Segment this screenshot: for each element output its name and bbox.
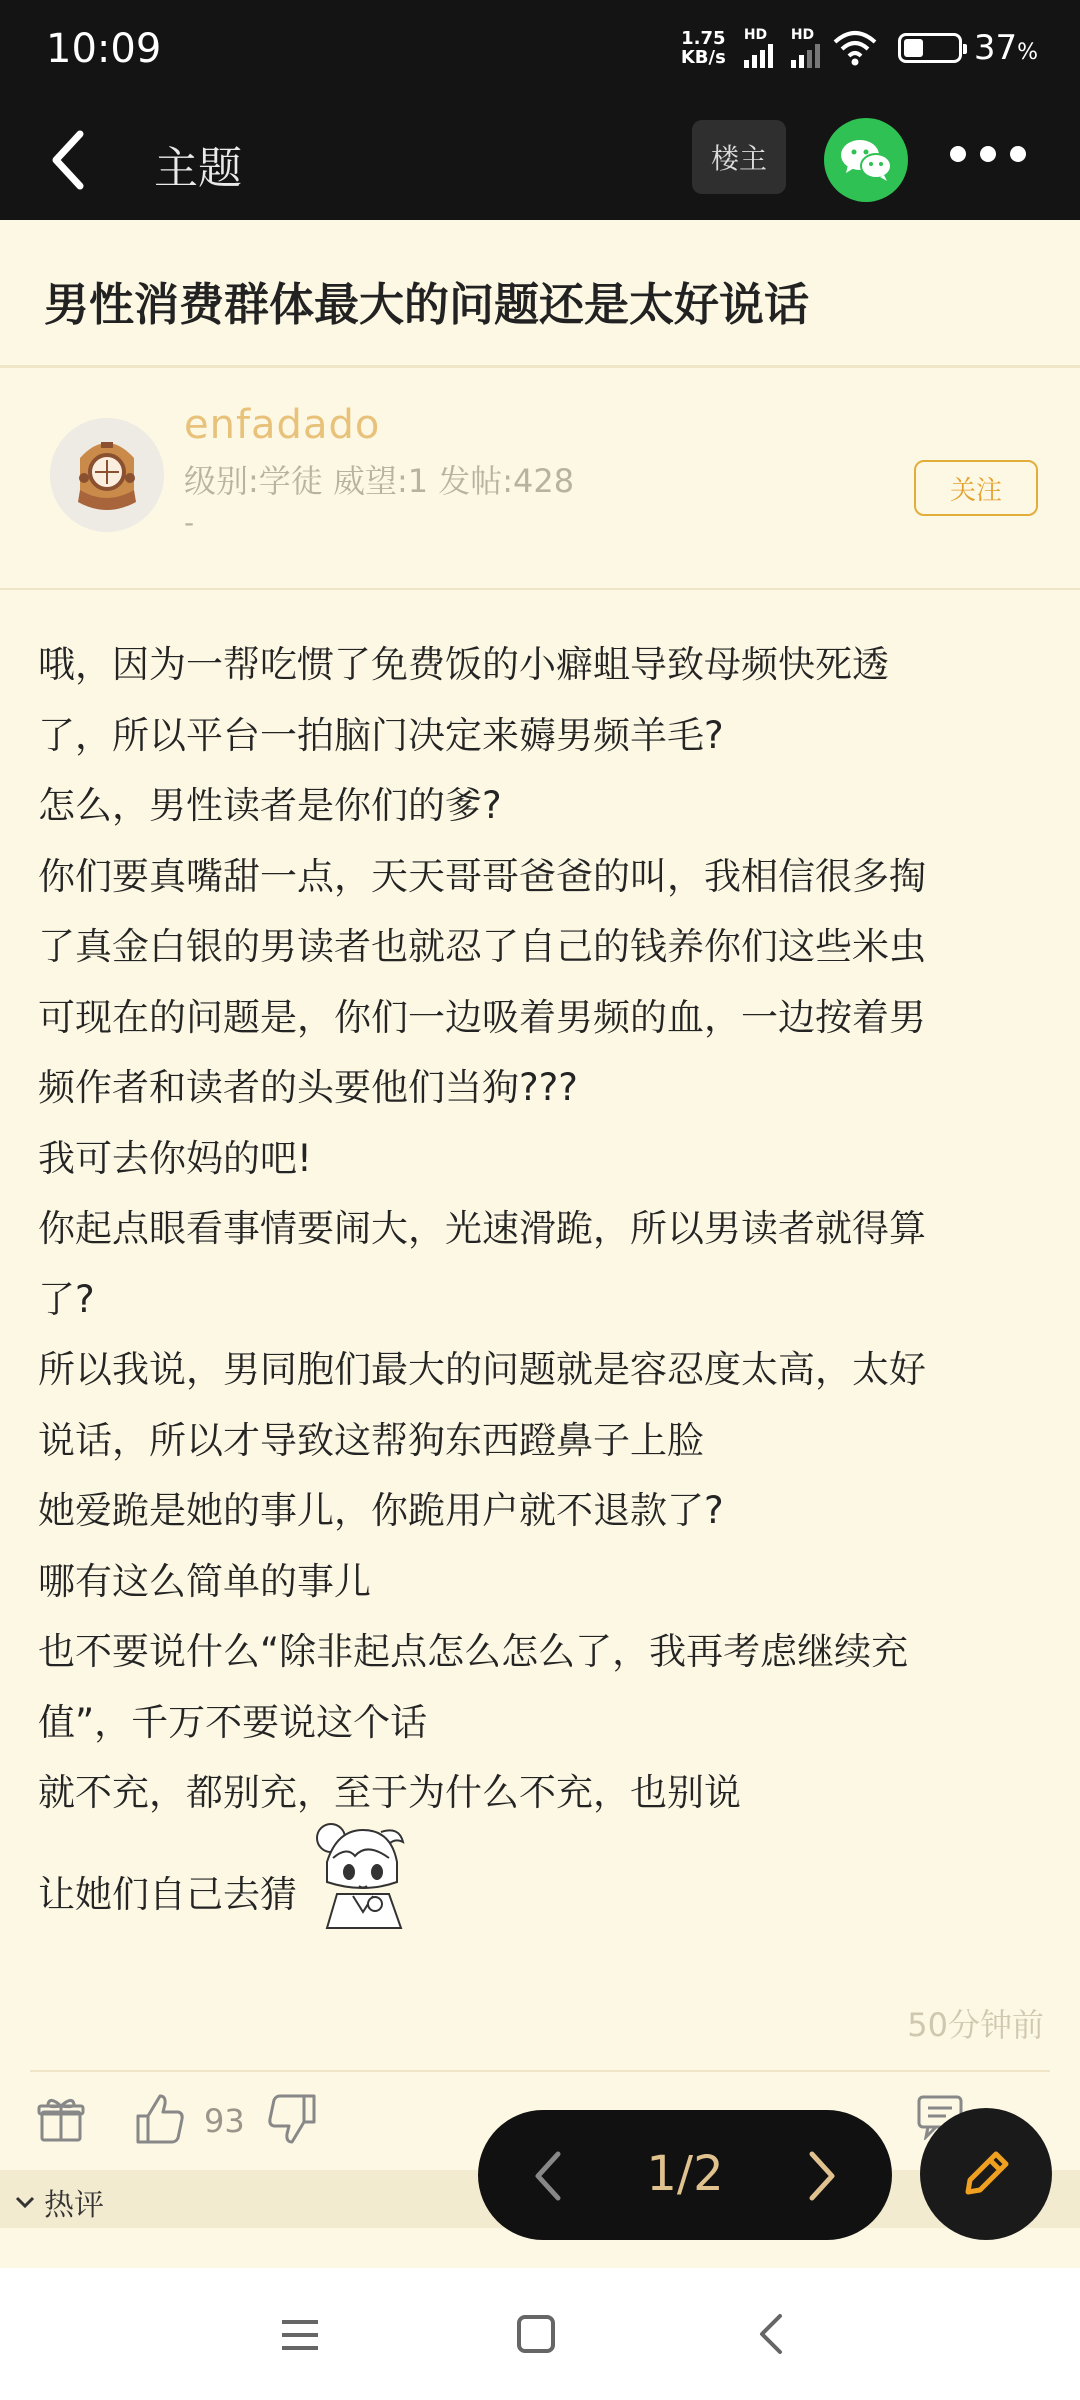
- home-icon[interactable]: [516, 2314, 556, 2354]
- content-line: 她爱跪是她的事儿，你跪用户就不退款了?: [38, 1489, 724, 1532]
- post-content: [38, 630, 1048, 1829]
- status-icons: [681, 28, 1038, 68]
- avatar[interactable]: [50, 418, 164, 532]
- page-indicator[interactable]: 1/2: [646, 2146, 724, 2202]
- signal-1-icon: HD: [744, 28, 773, 68]
- content-line: 了?: [38, 1277, 95, 1321]
- clock: 10:09: [46, 26, 162, 72]
- content-line: 了真金白银的男读者也就忍了自己的钱养你们这些米虫: [38, 925, 926, 968]
- content-line: 了，所以平台一拍脑门决定来薅男频羊毛?: [38, 713, 724, 757]
- signal-2-icon: HD: [791, 28, 820, 68]
- content-line: 就不充，都别充，至于为什么不充，也别说: [38, 1771, 741, 1814]
- battery-icon: [898, 33, 962, 63]
- content-line: 说话，所以才导致这帮狗东西蹬鼻子上脸: [38, 1418, 704, 1462]
- post-title: 男性消费群体最大的问题还是太好说话: [0, 220, 1080, 368]
- thumbs-down-icon[interactable]: [266, 2092, 318, 2146]
- back-arrow-icon[interactable]: [48, 128, 88, 192]
- chevron-down-icon: [14, 2194, 36, 2210]
- page-navigator: [478, 2110, 892, 2240]
- status-bar: [0, 0, 1080, 100]
- more-dots-icon[interactable]: [950, 146, 1026, 162]
- owner-only-button[interactable]: 楼主: [692, 120, 786, 194]
- thumbs-up-icon[interactable]: [134, 2092, 186, 2146]
- hot-comments-label: 热评: [44, 2188, 104, 2223]
- wechat-icon: [839, 137, 893, 183]
- content-line: 值”，千万不要说这个话: [38, 1700, 428, 1744]
- system-back-icon[interactable]: [756, 2312, 786, 2356]
- content-line: 你们要真嘴甜一点，天天哥哥爸爸的叫，我相信很多掏: [38, 854, 926, 898]
- content-line: 哦，因为一帮吃惯了免费饭的小癖蛆导致母频快死透: [38, 643, 889, 686]
- content-line: 可现在的问题是，你们一边吸着男频的血，一边按着男: [38, 995, 926, 1039]
- system-navigation-bar: [0, 2268, 1080, 2400]
- content-line: 哪有这么简单的事儿: [38, 1559, 371, 1603]
- post-timestamp: 50分钟前: [907, 2006, 1044, 2044]
- battery-percent: 37%: [973, 28, 1038, 68]
- content-line: 我可去你妈的吧!: [38, 1136, 312, 1180]
- author-card: [0, 370, 1080, 590]
- follow-button[interactable]: 关注: [914, 460, 1038, 516]
- author-name[interactable]: enfadado: [184, 402, 381, 448]
- author-signature: -: [184, 506, 195, 539]
- author-meta: 级别:学徒 威望:1 发帖:428: [184, 462, 575, 500]
- content-line: 你起点眼看事情要闹大，光速滑跪，所以男读者就得算: [38, 1207, 926, 1250]
- content-line: 也不要说什么“除非起点怎么怎么了，我再考虑继续充: [38, 1630, 909, 1673]
- top-nav-bar: [0, 100, 1080, 220]
- wifi-icon: [832, 30, 878, 66]
- recent-apps-icon[interactable]: [280, 2318, 320, 2352]
- divider: [30, 2070, 1050, 2072]
- pencil-icon: [956, 2144, 1016, 2204]
- content-line: 怎么，男性读者是你们的爹?: [38, 784, 502, 827]
- reply-button[interactable]: [920, 2108, 1052, 2240]
- hot-comments-toggle[interactable]: [14, 2180, 104, 2224]
- content-last-line: [38, 1812, 427, 1930]
- page-title: 主题: [154, 143, 242, 194]
- content-line: 频作者和读者的头要他们当狗???: [38, 1066, 578, 1109]
- wechat-share-button[interactable]: [824, 118, 908, 202]
- anime-girl-sticker-icon: [297, 1812, 427, 1932]
- network-speed: 1.75 KB/s: [680, 28, 726, 68]
- like-count: 93: [204, 2102, 245, 2140]
- diving-helmet-avatar-icon: [50, 418, 164, 532]
- content-line: 让她们自己去猜: [38, 1873, 297, 1916]
- content-line: 所以我说，男同胞们最大的问题就是容忍度太高，太好: [38, 1348, 926, 1391]
- gift-icon[interactable]: [36, 2094, 86, 2144]
- next-page-icon[interactable]: [802, 2148, 842, 2204]
